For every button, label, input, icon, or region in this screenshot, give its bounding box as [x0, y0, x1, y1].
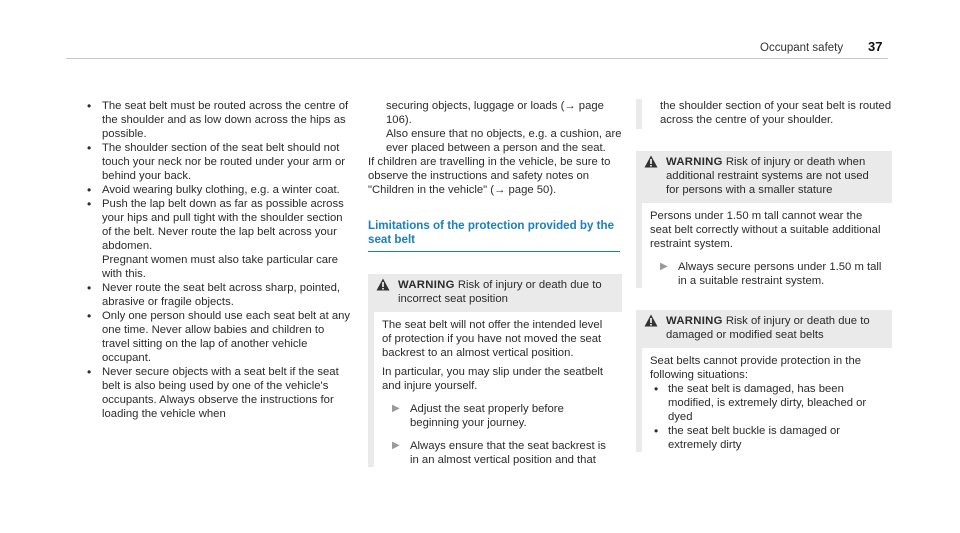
warning-step: ▶ Always ensure that the seat backrest is in an almost vertical position and that: [392, 440, 606, 466]
warning-box: [368, 274, 622, 467]
warning-box: [636, 310, 892, 452]
warning-keyword: WARNING: [666, 156, 723, 168]
warning-body: [636, 348, 892, 452]
continued-text-2: Also ensure that no objects, e.g. a cushion, are ever placed between a person and the seat.: [386, 128, 622, 154]
warning-text: Persons under 1.50 m tall cannot wear the seat belt correctly without a suitable additional restraint system.: [650, 210, 881, 250]
warning-triangle-icon: [644, 155, 658, 168]
list-item: • Avoid wearing bulky clothing, e.g. a winter coat.: [84, 183, 354, 197]
list-item: • The shoulder section of the seat belt should not touch your neck nor be routed under your arm or behind your back.: [84, 141, 354, 183]
list-item: • the seat belt is damaged, has been modified, is extremely dirty, bleached or dyed: [650, 382, 884, 424]
list-item: • the seat belt buckle is damaged or extremely dirty: [650, 424, 884, 452]
column-3: [636, 99, 892, 452]
list-item: • Only one person should use each seat belt at any one time. Never allow babies and children to travel sitting on the lap of another vehicle occupant.: [84, 309, 354, 365]
warning-header: [636, 310, 892, 348]
step-arrow-icon: ▶: [392, 440, 400, 451]
running-header-title: Occupant safety: [760, 42, 844, 54]
warning-triangle-icon: [644, 314, 658, 327]
page-number: 37: [868, 39, 883, 54]
step-arrow-icon: ▶: [392, 403, 400, 414]
list-item: • Push the lap belt down as far as possible across your hips and pull tight with the shoulder section of the belt. Never route the lap belt across your abdomen.: [84, 197, 354, 253]
continued-text: securing objects, luggage or loads (→ page 106).: [386, 100, 604, 126]
warning-keyword: WARNING: [666, 315, 723, 327]
list-item: • Never route the seat belt across sharp, pointed, abrasive or fragile objects.: [84, 281, 354, 309]
warning-step: ▶ Always secure persons under 1.50 m tall in a suitable restraint system.: [660, 261, 882, 287]
column-1: [84, 99, 354, 421]
header-rule: [66, 58, 888, 59]
warning-text: Seat belts cannot provide protection in the following situations:: [650, 355, 862, 381]
list-item: • Never secure objects with a seat belt if the seat belt is also being used by one of the vehicle's occupants. Always observe the instructions for loading the vehicle when: [84, 365, 354, 421]
warning-text: The seat belt will not offer the intended level of protection if you have not moved the seat backrest to an almost vertical position.: [382, 319, 603, 359]
step-arrow-icon: ▶: [660, 261, 668, 272]
list-item-note: Pregnant women must also take particular care with this.: [102, 254, 339, 280]
warning-title: Risk of injury or death due to damaged or modified seat belts: [666, 315, 870, 341]
warning-triangle-icon: [376, 278, 390, 291]
warning-header: [636, 151, 892, 203]
list-item: • The seat belt must be routed across the centre of the shoulder and as low down across the hips as possible.: [84, 99, 354, 141]
continued-step-text: the shoulder section of your seat belt is routed across the centre of your shoulder.: [636, 99, 892, 129]
warning-body: [368, 312, 622, 467]
warning-keyword: WARNING: [398, 279, 455, 291]
column-2: [368, 99, 622, 467]
section-heading: Limitations of the protection provided by the seat belt: [368, 219, 620, 252]
warning-header: [368, 274, 622, 312]
warning-step: ▶ Adjust the seat properly before beginning your journey.: [392, 403, 564, 429]
warning-text: In particular, you may slip under the seatbelt and injure yourself.: [382, 366, 604, 392]
children-paragraph: If children are travelling in the vehicle, be sure to observe the instructions and safety notes on "Children in the vehicle" (→ page 50).: [368, 156, 611, 196]
warning-box: [636, 151, 892, 288]
warning-title: Risk of injury or death when additional restraint systems are not used for persons with a smaller stature: [666, 156, 869, 196]
warning-title: Risk of injury or death due to incorrect seat position: [398, 279, 602, 305]
warning-body: [636, 203, 892, 288]
